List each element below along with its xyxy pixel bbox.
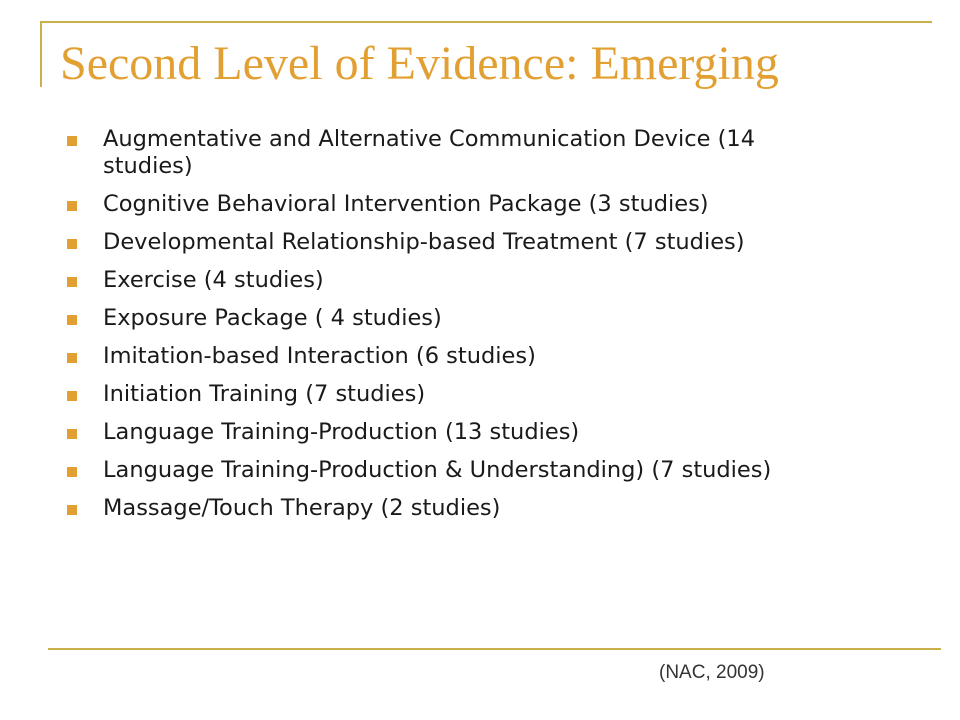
bullet-item xyxy=(67,343,827,370)
bullet-item xyxy=(67,126,827,180)
square-bullet-icon xyxy=(67,239,77,249)
square-bullet-icon xyxy=(67,505,77,515)
bullet-item xyxy=(67,305,827,332)
bullet-text: Language Training-Production & Understanding) (7 studies) xyxy=(103,457,772,483)
bullet-text: Augmentative and Alternative Communication Device (14 studies) xyxy=(103,126,756,179)
frame-left-line xyxy=(40,21,42,87)
bullet-item xyxy=(67,381,827,408)
square-bullet-icon xyxy=(67,136,77,146)
bullet-item xyxy=(67,191,827,218)
square-bullet-icon xyxy=(67,315,77,325)
bullet-item xyxy=(67,457,827,484)
bullet-text: Initiation Training (7 studies) xyxy=(103,381,426,407)
bullet-text: Developmental Relationship-based Treatment (7 studies) xyxy=(103,229,745,255)
bullet-text: Language Training-Production (13 studies) xyxy=(103,419,580,445)
bullet-item xyxy=(67,495,827,522)
bullet-list xyxy=(67,126,827,533)
square-bullet-icon xyxy=(67,429,77,439)
square-bullet-icon xyxy=(67,277,77,287)
bullet-item xyxy=(67,419,827,446)
citation: (NAC, 2009) xyxy=(659,662,765,683)
frame-bottom-line xyxy=(48,648,941,650)
bullet-item xyxy=(67,229,827,256)
bullet-item xyxy=(67,267,827,294)
square-bullet-icon xyxy=(67,353,77,363)
bullet-text: Exercise (4 studies) xyxy=(103,267,324,293)
bullet-text: Exposure Package ( 4 studies) xyxy=(103,305,442,331)
bullet-text: Cognitive Behavioral Intervention Package (3 studies) xyxy=(103,191,709,217)
square-bullet-icon xyxy=(67,391,77,401)
square-bullet-icon xyxy=(67,201,77,211)
bullet-text: Imitation-based Interaction (6 studies) xyxy=(103,343,536,369)
square-bullet-icon xyxy=(67,467,77,477)
slide-title: Second Level of Evidence: Emerging xyxy=(60,37,779,90)
frame-top-line xyxy=(40,21,932,23)
bullet-text: Massage/Touch Therapy (2 studies) xyxy=(103,495,501,521)
